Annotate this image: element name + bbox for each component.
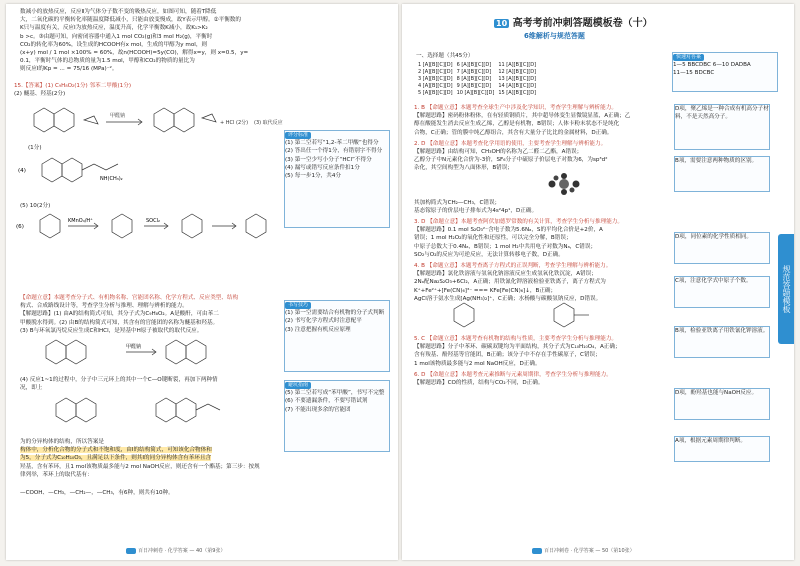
reaction-scheme-4 (36, 338, 276, 374)
analysis-line: 况，即上 (20, 385, 43, 392)
analysis-line: 【命题立意】本题考查分子式、有机物名称、官能团名称、化学方程式、反应类型、结构 (20, 295, 239, 301)
answer-cell: 1 [A][B][C][D] (418, 62, 453, 68)
lactam-ring (174, 108, 194, 132)
sidebar-item: (6) 不要遗漏条件，不要写错试剂 (285, 398, 368, 405)
quick-answer-line: 11—15 BDCBC (673, 70, 715, 77)
item-line: 【解题思路】CO的性质，结构与CO₂不同，D正确。 (414, 380, 544, 387)
answer-cell: 7 [A][B][C][D] (456, 69, 492, 75)
item-line: 合物，C正确；管的膜中纯乙醇组合，其含有大量分子比比的金属材料，D正确。 (414, 129, 613, 136)
item-line: 1 mol该物质最多能与2 mol NaOH反应，D正确。 (414, 360, 541, 367)
analysis-line: 律列举，苯环上的取代基有： (20, 471, 93, 478)
publisher-logo-icon (126, 548, 136, 554)
intro-line: (x+y) mol / 1 mol ×100% = 60%，故n(HCOOH)=5y(CO)，解得x=y，则 x=0.5，y= (20, 50, 249, 57)
answer-cell: 4 [A][B][C][D] (418, 83, 453, 89)
answer-cell: 2 [A][B][C][D] (418, 69, 453, 75)
reaction-scheme-2 (18, 154, 198, 196)
answer-cell: 15 [A][B][C][D] (498, 90, 537, 96)
analysis-line: 为5，分子式为C₁₀H₁₀O₃，且满足以下条件，则其I的同分异构体含有苯环且含 (20, 455, 212, 462)
q15-item5: (5) 10(2分) (20, 203, 51, 209)
left-footer: 百日冲刺卷 · 化学答案 — 40（第9张） (126, 547, 226, 554)
item-line: 【解题思路】密码粉体粉体，在有轻质钢质片，其中超导体变生显微镜显蓝，A正确；乙 (414, 113, 631, 120)
series-number: 10 (496, 19, 508, 28)
salicylic-structure (414, 303, 614, 329)
intro-line: CO₂的转化率为60%，设生成的HCOOH有x mol，生成的甲醇为y mol，则 (20, 41, 208, 48)
intro-line: K只与温度有关，反应Ⅰ为放热反应，温度升高，化学平衡数K减小，故K₁>K₂ (20, 25, 208, 32)
sidebar-item: (1) 第二空若写“1,2-苯二甲酸”也得分 (285, 140, 379, 147)
analysis-line: 甲酸脱水得到。(2) 由B的结构简式可知，其含有的官能团的名称为醚基和羟基。 (20, 319, 219, 326)
item-line: 含有羧基、酚羟基等官能团，B正确；该分子中不存在手性碳原子，C错误； (414, 352, 601, 359)
item-line: 醇在酸能发生消去反应生成乙烯，乙醇是有机物，B错误；人体卡粉末状态不是纯化 (414, 121, 620, 128)
right-footer: 百日冲刺卷 · 化学答案 — 50（第10张） (532, 547, 635, 554)
analysis-line: 羟基，含有苯环，且1 mol该物质最多能与2 mol NaOH反应，则还含有一个酯基；第三步：按规 (20, 463, 260, 470)
intro-line: b >c。③由题可知，向密闭容器中通入1 mol CO₂(g)和3 mol H₂(g)，平衡时 (20, 33, 213, 40)
intro-line: 则反应Ⅰ的Kp = ... = 75/16 (MPa)⁻²。 (20, 66, 118, 73)
intro-block (20, 8, 390, 74)
explanations (414, 104, 668, 387)
side-note: C项，注意化学式中原子个数。 (674, 276, 770, 308)
intro-line: 大，二氧化碳的平衡转化率随温度降低减小，只能由放变慢成，故Y表示甲醇。②平衡数的 (20, 17, 241, 24)
sidebar-item: (5) 每一步1分，共4分 (285, 173, 341, 180)
item-line: 6. D 【命题立意】本题考查元素推断与元素周期律，考查学生分析与推理能力。 (414, 371, 612, 378)
item-line: 3. D 【命题立意】本题考查阿伏加德罗常数的有关计算，考查学生分析与推理能力。 (414, 219, 623, 226)
intro-line: 数减小的放热反应，反应Ⅱ为气体分子数不变的吸热反应，如图可知，随着T降低 (20, 9, 217, 15)
item-line: 中原子总数大于0.4Nₐ，B错误；1 mol H₂中共用电子对数为Nₐ，C错误； (414, 243, 597, 250)
item-line: 基态镓原子的价层电子排布式为4s²4p¹，D正确。 (414, 207, 538, 214)
reagent-kmno4: KMnO₄/H⁺ (68, 218, 93, 224)
q15-line: (2) 醚基、羟基(2分) (14, 91, 66, 98)
answer-cell: 12 [A][B][C][D] (498, 69, 537, 75)
side-note: A项，根据元素周期律判断。 (674, 436, 770, 462)
sidebar-item: (7) 不能出现多余的官能团 (285, 406, 351, 413)
benzene-ring (34, 108, 54, 132)
sidebar-item: (4) 漏写或错写反应条件扣1分 (285, 164, 360, 171)
item-line: 【解题思路】由结构可知，CH₃OH的名称为乙二醛二乙酯，A错误； (414, 149, 583, 156)
item-line: 4. B 【命题立意】本题考查离子方程式的正误判断，考查学生理解与辨析能力。 (414, 263, 612, 270)
analysis-block (20, 294, 280, 335)
analysis-line: —COOH、—CH₃，—CH₂—，—CH₃，有6种，则共有10种。 (20, 490, 174, 497)
reaction-type: (3) 取代反应 (254, 120, 283, 126)
item-line: 5. C 【命题立意】本题考查有机物的结构与性质，主要考查学生分析与推理能力。 (414, 336, 617, 343)
analysis-block-3 (20, 438, 280, 497)
answer-cell: 6 [A][B][C][D] (456, 62, 492, 68)
benzene-ring (154, 108, 174, 132)
reagent-nme2: NH(CH₃)₂ (100, 176, 123, 182)
q15-item6: (6) (16, 224, 24, 230)
analysis-line: 为的分异构体的结构，所以答案是 (20, 439, 104, 445)
page-subtitle: 6维解析与规范答题 (524, 32, 585, 40)
q15-score: (1分) (28, 145, 42, 151)
analysis-block-2 (20, 376, 280, 392)
choice-heading: 一、选择题（共45分） (416, 53, 474, 59)
analysis-line: 构式、合成路线设计等，考查学生分析与推理、理解与辨析的能力。 (20, 303, 188, 310)
side-note: D项，酚羟基也能与NaOH反应。 (674, 388, 770, 420)
lactam-ring (54, 108, 74, 132)
q15-line: 15.【答案】(1) C₉H₈O₂(1分) 邻苯二甲酸(1分) (14, 83, 131, 89)
reaction-scheme-1 (24, 104, 283, 144)
item-line: 【解题思路】0.1 mol S₂O₃²⁻含电子数为5.6Nₐ，S的平均化合价是+2价，A (414, 227, 603, 234)
side-note: B项，检验亚铁离子用铁氰化钾溶液。 (674, 326, 770, 358)
byproduct-label: + HCl (2分) (220, 120, 249, 126)
item-line: 1. B 【命题立意】本题考查全球生产中涉及化学知识，考查学生理解与辨析能力。 (414, 105, 617, 111)
intro-line: 0.1，平衡时气体的总物质的量为1.5 mol，甲醇和CO₂的物质的量比为 (20, 58, 195, 65)
quick-answer-box (672, 52, 778, 92)
item-line: 乙醇分子中N元素化合价为-3价，SF₆分子中硫原子价层电子对数为6，为sp³d² (414, 157, 608, 164)
answer-cell: 9 [A][B][C][D] (456, 83, 492, 89)
side-note: B项，需要注意两种物质的区别。 (674, 156, 770, 192)
tips-sidebar (284, 300, 390, 372)
sidebar-head: 书写技巧 (285, 301, 389, 309)
answer-grid (416, 62, 538, 97)
answer-cell: 10 [A][B][C][D] (456, 90, 495, 96)
q15-answer (14, 82, 272, 98)
sidebar-item: (2) 书写化学方程式时注意配平 (285, 318, 362, 325)
analysis-line: (3) B与环氧氯丙烷反应生成C和HCl，是羟基中H原子被取代的取代反应。 (20, 327, 203, 334)
item-line: 【解题思路】氯化铁溶液与氢氧化钠溶液反应生成氢氧化铁沉淀，A错误； (414, 271, 597, 278)
item-line: 【解题思路】分子中苯环、碳碳双键均为平面结构，其分子式为C₁₀H₁₀O₄，A正确； (414, 344, 621, 351)
analysis-line: (4) 反应1~1的过程中，分子中三元环上的其中一个C—O键断裂，再加下两种情 (20, 377, 218, 383)
page-title: 10 高考考前冲刺答题模板卷（十） (496, 18, 653, 29)
section-ribbon: 规范答题模板 (778, 234, 794, 344)
scoring-sidebar (284, 130, 390, 228)
side-note: D项，同位素的化学性质相同。 (674, 232, 770, 264)
analysis-line: 【解题思路】(1) 由A的结构简式可知，其分子式为C₉H₈O₂。A是酸酐，可由苯二 (20, 311, 219, 318)
item-line: 其加构简式为CH₂—CH₃，C错误； (414, 199, 501, 206)
reaction-scheme-3 (16, 212, 276, 254)
sidebar-item: (1) 第一空需要结合有机物的分子式判断 (285, 310, 385, 317)
sidebar-item: (2) 答出任一个得1分，有错别字不得分 (285, 148, 383, 155)
answer-cell: 14 [A][B][C][D] (498, 83, 537, 89)
epoxide (202, 114, 216, 122)
reagent-label: 甲醛钠 (110, 113, 126, 119)
quick-answer-line: 1—5 BBCDBC 6—10 DADBA (673, 62, 751, 69)
answer-cell: 5 [A][B][C][D] (418, 90, 453, 96)
sidebar-item: (5) 第二空若写成“苯甲酸”，书写不完整 (285, 390, 385, 397)
quick-answer-head: 快速对答案 (673, 53, 777, 61)
reagent-socl2: SOCl₂ (146, 218, 160, 224)
sidebar-head: 避坑指南 (285, 381, 389, 389)
publisher-logo-icon (532, 548, 542, 554)
answer-cell: 13 [A][B][C][D] (498, 76, 537, 82)
left-page (6, 4, 398, 560)
item-line: 2Nₐ配Na₂S₂O₃+6Cl₂，A正确；用铁氰化钾溶液检验亚铁离子，离子方程式为 (414, 279, 606, 286)
epoxide (84, 116, 98, 124)
item-line: SO₂与O₂的反应为可逆反应，无法计算转移电子数，D正确。 (414, 251, 564, 258)
item-line: 错误；1 mol H₂O₂的氧化性和还原性，可以完全分解，B错误； (414, 235, 572, 242)
item-line: 2. D 【命题立意】本题考查化学用语的使用，主要考查学生理解与辨析能力。 (414, 140, 607, 147)
reaction-scheme-5 (46, 396, 276, 434)
reagent-label: 甲醛钠 (126, 344, 142, 350)
sidebar-item: (3) 注意把握有机反应原理 (285, 326, 351, 333)
answer-cell: 11 [A][B][C][D] (498, 62, 537, 68)
sidebar-head: 评分标准 (285, 131, 389, 139)
answer-cell: 3 [A][B][C][D] (418, 76, 453, 82)
item-line: AgCl溶于氨水生成[Ag(NH₃)₂]⁺，C正确；水杨酸与碳酸氢钠反应，D错误。 (414, 295, 602, 302)
sidebar-item: (3) 第一空少写小分子“HCl”不得分 (285, 156, 372, 163)
pitfalls-sidebar (284, 380, 390, 452)
q15-item4: (4) (18, 168, 26, 174)
sf6-model-icon (534, 173, 594, 195)
right-page (402, 4, 794, 560)
item-line: K⁺+Fe²⁺+[Fe(CN)₆]³⁻ === KFe[Fe(CN)₆]↓，B正确； (414, 287, 557, 294)
right-side-notes (674, 104, 770, 462)
analysis-line: 构体中，分析化合物的分子式和不饱和度，由I的结构简式，可知该化合物体和 (20, 447, 212, 454)
item-line: 杂化，其空间构型为八面体形，B错误； (414, 165, 513, 172)
page-header (494, 14, 734, 41)
answer-cell: 8 [A][B][C][D] (456, 76, 492, 82)
side-note: D项，聚乙烯是一种合成有机高分子材料，不是天然高分子。 (674, 104, 770, 150)
